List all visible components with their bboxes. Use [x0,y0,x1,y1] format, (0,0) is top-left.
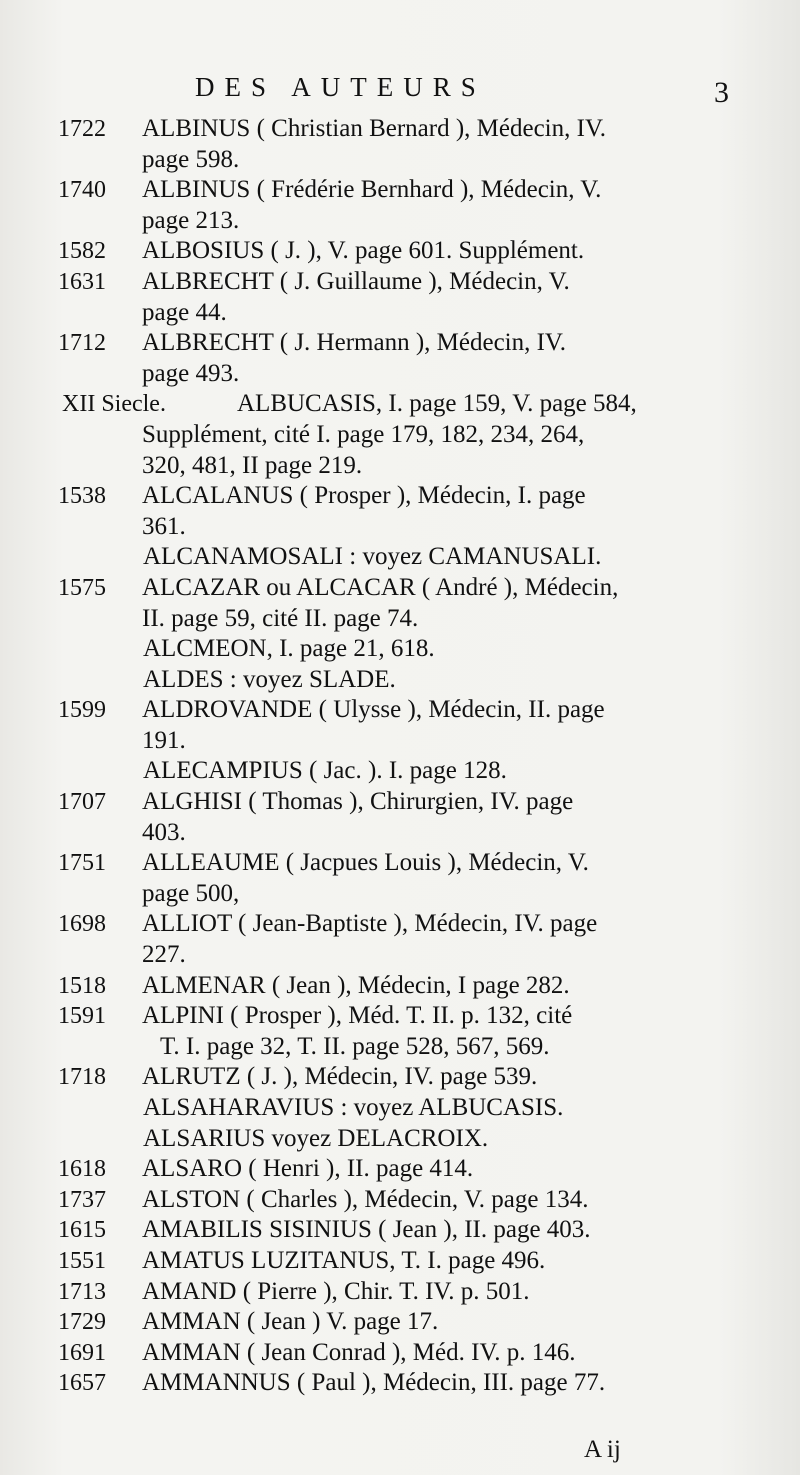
entry-year: 1751 [58,850,106,877]
entry-text: AMATUS LUZITANUS, T. I. page 496. [142,1246,546,1274]
entry-text: AMAND ( Pierre ), Chir. T. IV. p. 501. [142,1277,530,1305]
entry-continuation-line [0,726,800,757]
entry-text: page 500, [142,879,240,907]
entry-text: AMMANNUS ( Paul ), Médecin, III. page 77. [142,1369,606,1397]
entry-first-line [0,573,800,604]
entry-first-line [0,909,800,940]
entry-text: ALCAZAR ou ALCACAR ( André ), Médecin, [142,573,619,601]
entry-text: 361. [142,512,186,540]
entry-year: 1591 [58,1003,106,1030]
index-entry [0,542,800,573]
index-entry [0,665,800,696]
entry-year: 1707 [58,789,106,816]
index-entry [0,1062,800,1093]
index-entry [0,1185,800,1216]
entry-continuation-line [0,1032,800,1063]
entry-continuation-line [0,940,800,971]
entry-first-line [0,634,800,665]
entry-year: 1718 [58,1064,106,1091]
entry-text: ALLEAUME ( Jacpues Louis ), Médecin, V. [142,849,589,877]
entry-first-line [0,1185,800,1216]
index-entry [0,756,800,787]
entry-year: 1722 [58,116,106,142]
index-entry [0,175,800,236]
entry-first-line [0,665,800,696]
entry-text: ALECAMPIUS ( Jac. ). I. page 128. [143,757,507,785]
entry-continuation-line [0,818,800,849]
index-entry [0,1277,800,1308]
entry-year: 1631 [58,268,106,295]
entry-year: 1599 [58,697,106,724]
index-entry [0,389,800,481]
entry-text: page 493. [142,359,240,387]
entry-first-line [0,1338,800,1369]
entry-first-line [0,695,800,726]
index-entry [0,1124,800,1155]
entry-continuation-line [0,604,800,635]
entry-first-line [0,267,800,298]
entry-text: ALBOSIUS ( J. ), V. page 601. Supplément. [142,237,585,265]
entry-continuation-line [0,298,800,329]
entry-text: page 598. [142,145,240,173]
entry-first-line [0,756,800,787]
index-entry [0,787,800,848]
entry-text: ALSARIUS voyez DELACROIX. [143,1124,489,1152]
index-entry [0,848,800,909]
index-entry [0,1338,800,1369]
index-entry [0,1154,800,1185]
entry-year: 1551 [58,1247,106,1274]
entry-continuation-line [0,359,800,390]
index-entry [0,1093,800,1124]
entry-year: 1657 [58,1370,106,1397]
entry-year: 1582 [58,238,106,265]
header-title: DES AUTEURS [195,72,486,102]
entry-year: 1713 [58,1278,106,1305]
entry-text: ALBRECHT ( J. Hermann ), Médecin, IV. [142,329,567,357]
page-number: 3 [714,76,729,109]
entry-text: 227. [142,941,186,969]
entry-year: 1575 [58,574,106,601]
entry-first-line [0,1246,800,1277]
entry-text: 191. [142,726,186,754]
entry-year: 1615 [58,1217,106,1244]
entry-year: XII Siecle. [62,391,166,418]
entry-first-line [0,1277,800,1308]
entry-first-line [0,1062,800,1093]
entry-year: 1737 [58,1186,106,1213]
entry-text: ALBINUS ( Christian Bernard ), Médecin, IV. [142,115,607,142]
entry-continuation-line [0,420,800,451]
entry-text: AMMAN ( Jean Conrad ), Méd. IV. p. 146. [142,1338,576,1366]
index-entry [0,909,800,970]
entry-text: II. page 59, cité II. page 74. [142,604,419,632]
entry-first-line [0,1093,800,1124]
entry-first-line [0,848,800,879]
entry-year: 1618 [58,1156,106,1183]
index-entry [0,1307,800,1338]
entry-text: ALLIOT ( Jean-Baptiste ), Médecin, IV. page [142,910,598,938]
entry-text: page 44. [142,298,227,326]
entry-year: 1518 [58,972,106,999]
entry-first-line [0,389,800,420]
signature-mark: A ij [584,1436,621,1463]
entry-continuation-line [0,451,800,482]
index-entry [0,236,800,267]
index-entry [0,1246,800,1277]
entry-text: ALBINUS ( Frédérie Bernhard ), Médecin, V. [142,176,602,204]
entry-first-line [0,175,800,206]
entry-text: AMABILIS SISINIUS ( Jean ), II. page 403. [142,1216,591,1244]
entry-text: ALCMEON, I. page 21, 618. [143,635,435,663]
entry-text: 403. [142,818,186,846]
author-index-list [0,114,800,1399]
entry-continuation-line [0,145,800,176]
entry-first-line [0,1124,800,1155]
entry-year: 1538 [58,483,106,510]
index-entry [0,1368,800,1399]
index-entry [0,573,800,634]
entry-text: page 213. [142,206,240,234]
index-entry [0,695,800,756]
entry-year: 1729 [58,1309,106,1336]
index-entry [0,1001,800,1062]
entry-first-line [0,114,800,145]
index-entry [0,114,800,175]
entry-first-line [0,328,800,359]
index-entry [0,634,800,665]
index-entry [0,1215,800,1246]
entry-text: AMMAN ( Jean ) V. page 17. [142,1308,439,1336]
entry-text: Supplément, cité I. page 179, 182, 234, 264, [142,420,585,448]
entry-text: ALDES : voyez SLADE. [143,665,396,693]
entry-continuation-line [0,512,800,543]
entry-text: ALDROVANDE ( Ulysse ), Médecin, II. page [142,696,605,724]
index-entry [0,971,800,1002]
entry-continuation-line [0,206,800,237]
index-entry [0,328,800,389]
entry-text: T. I. page 32, T. II. page 528, 567, 569. [160,1032,550,1060]
entry-text: 320, 481, II page 219. [142,451,363,479]
entry-text: ALPINI ( Prosper ), Méd. T. II. p. 132, cité [142,1002,573,1030]
entry-year: 1698 [58,911,106,938]
entry-first-line [0,542,800,573]
entry-first-line [0,1215,800,1246]
entry-text: ALSTON ( Charles ), Médecin, V. page 134. [142,1185,589,1213]
entry-first-line [0,971,800,1002]
entry-text: ALSARO ( Henri ), II. page 414. [142,1155,474,1183]
entry-text: ALCALANUS ( Prosper ), Médecin, I. page [142,482,586,510]
entry-text: ALBUCASIS, I. page 159, V. page 584, [237,390,637,418]
entry-text: ALRUTZ ( J. ), Médecin, IV. page 539. [142,1063,538,1091]
entry-text: ALCANAMOSALI : voyez CAMANUSALI. [143,543,602,571]
running-header [0,72,800,112]
entry-text: ALBRECHT ( J. Guillaume ), Médecin, V. [142,267,570,295]
entry-text: ALGHISI ( Thomas ), Chirurgien, IV. page [142,788,574,816]
entry-text: ALMENAR ( Jean ), Médecin, I page 282. [142,971,570,999]
entry-year: 1712 [58,330,106,357]
entry-continuation-line [0,879,800,910]
entry-first-line [0,787,800,818]
entry-text: ALSAHARAVIUS : voyez ALBUCASIS. [143,1094,564,1121]
entry-year: 1691 [58,1339,106,1366]
entry-first-line [0,1154,800,1185]
entry-first-line [0,1307,800,1338]
entry-year: 1740 [58,177,106,204]
index-entry [0,267,800,328]
index-entry [0,481,800,542]
entry-first-line [0,236,800,267]
entry-first-line [0,1368,800,1399]
entry-first-line [0,481,800,512]
entry-first-line [0,1001,800,1032]
